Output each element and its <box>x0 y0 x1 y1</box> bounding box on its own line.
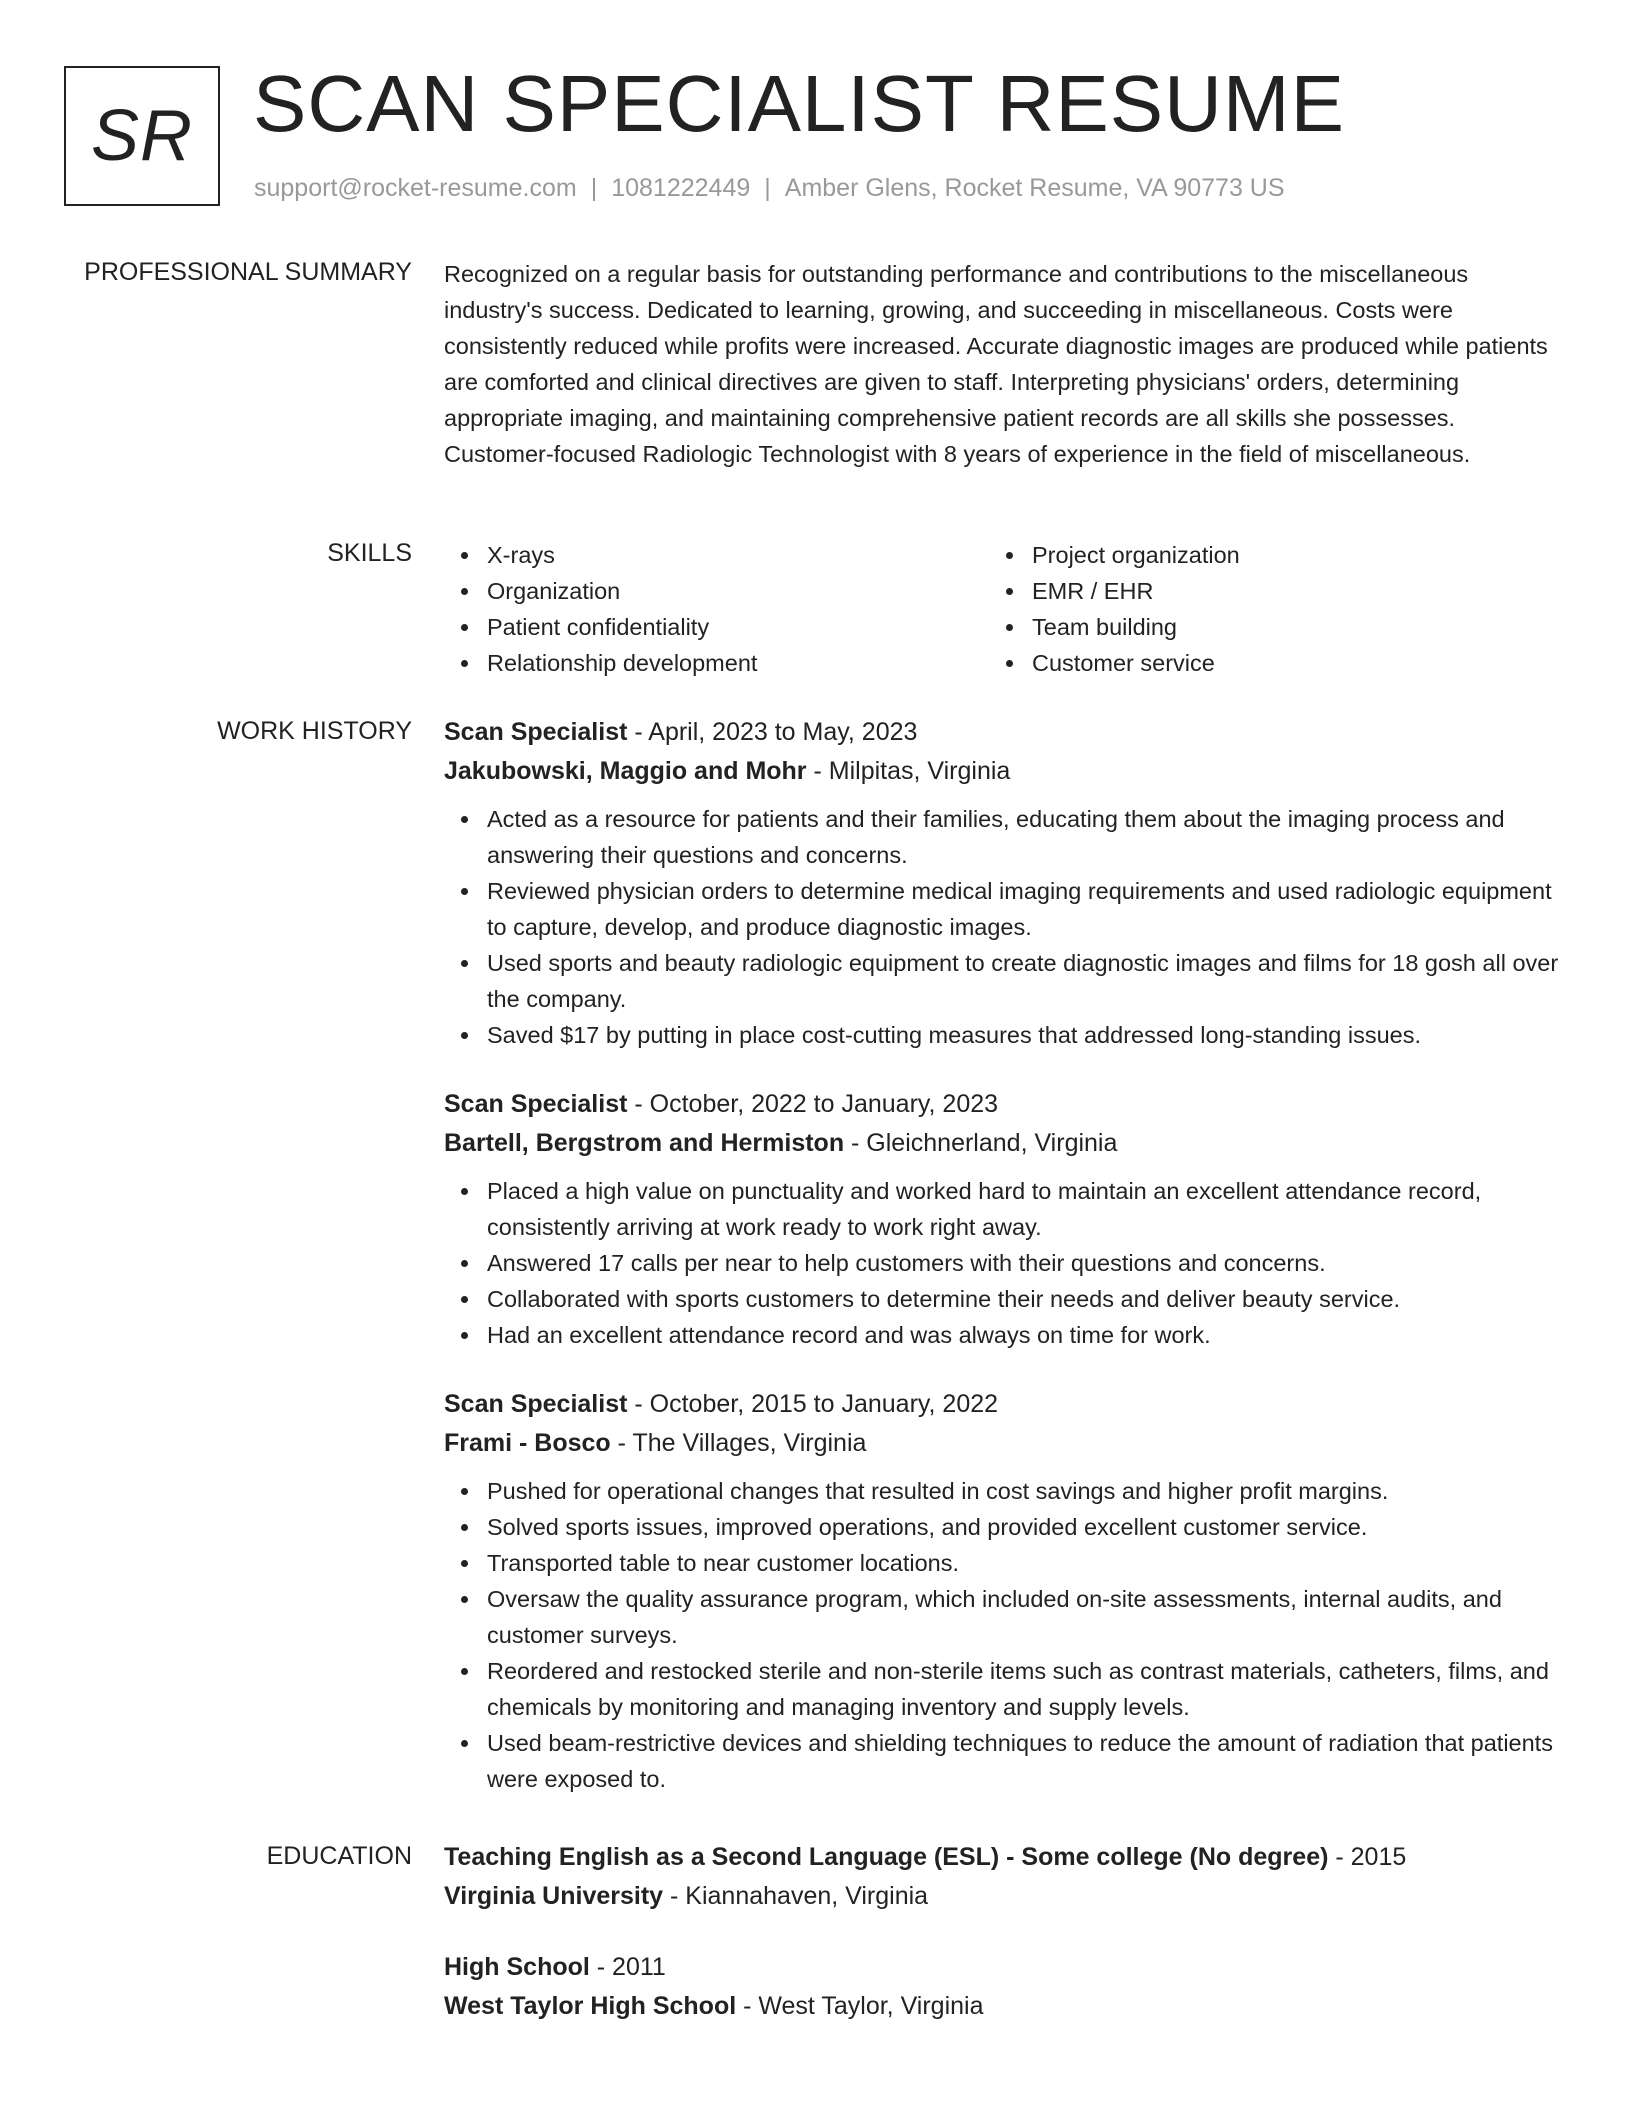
skill-item: EMR / EHR <box>989 573 1534 609</box>
education-degree: Teaching English as a Second Language (ESL) - Some college (No degree) <box>444 1843 1329 1871</box>
education-school-line <box>444 1987 1560 2026</box>
education-school: Virginia University <box>444 1882 664 1910</box>
contact-email[interactable]: support@rocket-resume.com <box>254 174 577 202</box>
job-title-line <box>444 1085 1560 1124</box>
job-location: - Milpitas, Virginia <box>806 757 1011 785</box>
skill-item: Organization <box>444 573 989 609</box>
education-entry <box>444 1948 1560 2026</box>
job-company-line <box>444 1124 1560 1163</box>
job-location: - The Villages, Virginia <box>610 1429 867 1457</box>
contact-line <box>254 174 1285 203</box>
skill-item: Team building <box>989 609 1534 645</box>
job-dates: - April, 2023 to May, 2023 <box>627 718 918 746</box>
skill-item: Project organization <box>989 537 1534 573</box>
job-bullets <box>444 1473 1560 1797</box>
job-bullet: Collaborated with sports customers to determine their needs and deliver beauty service. <box>444 1281 1560 1317</box>
contact-separator: | <box>764 174 771 202</box>
job-bullets <box>444 801 1560 1053</box>
education-location: - Kiannahaven, Virginia <box>663 1882 929 1910</box>
monogram-badge: SR <box>64 66 220 206</box>
job-bullet: Used sports and beauty radiologic equipment to create diagnostic images and films for 18 gosh all over the company. <box>444 945 1560 1017</box>
job-bullets <box>444 1173 1560 1353</box>
skills-list-left <box>444 537 989 681</box>
job-bullet: Transported table to near customer locations. <box>444 1545 1560 1581</box>
job-entry <box>444 713 1560 1053</box>
job-bullet: Saved $17 by putting in place cost-cutting measures that addressed long-standing issues. <box>444 1017 1560 1053</box>
job-bullet: Answered 17 calls per near to help customers with their questions and concerns. <box>444 1245 1560 1281</box>
education-school-line <box>444 1877 1560 1916</box>
skill-item: Relationship development <box>444 645 989 681</box>
skill-item: Customer service <box>989 645 1534 681</box>
job-location: - Gleichnerland, Virginia <box>844 1129 1118 1157</box>
job-bullet: Acted as a resource for patients and their families, educating them about the imaging process and answering their questions and concerns. <box>444 801 1560 873</box>
section-label-summary: PROFESSIONAL SUMMARY <box>84 258 412 286</box>
contact-phone[interactable]: 1081222449 <box>611 174 751 202</box>
skills-list-right <box>989 537 1534 681</box>
job-title: Scan Specialist <box>444 1090 628 1118</box>
job-entry <box>444 1085 1560 1353</box>
contact-address: Amber Glens, Rocket Resume, VA 90773 US <box>784 174 1285 202</box>
job-title: Scan Specialist <box>444 1390 628 1418</box>
education-location: - West Taylor, Virginia <box>736 1992 984 2020</box>
education-degree-line <box>444 1948 1560 1987</box>
page-title: SCAN SPECIALIST RESUME <box>253 59 1345 148</box>
job-company: Jakubowski, Maggio and Mohr <box>444 757 807 785</box>
job-dates: - October, 2015 to January, 2022 <box>627 1390 999 1418</box>
job-title-line <box>444 713 1560 752</box>
section-label-work: WORK HISTORY <box>217 717 412 745</box>
job-dates: - October, 2022 to January, 2023 <box>627 1090 999 1118</box>
job-company-line <box>444 1424 1560 1463</box>
education-entry <box>444 1838 1560 1916</box>
skills-grid <box>444 537 1560 681</box>
education-school: West Taylor High School <box>444 1992 737 2020</box>
job-company: Bartell, Bergstrom and Hermiston <box>444 1129 845 1157</box>
skill-item: X-rays <box>444 537 989 573</box>
job-bullet: Reordered and restocked sterile and non-sterile items such as contrast materials, catheters, films, and chemicals by monitoring and managing inventory and supply levels. <box>444 1653 1560 1725</box>
job-company-line <box>444 752 1560 791</box>
section-label-skills: SKILLS <box>327 539 412 567</box>
section-label-education: EDUCATION <box>266 1842 412 1870</box>
job-company: Frami - Bosco <box>444 1429 611 1457</box>
job-bullet: Solved sports issues, improved operations, and provided excellent customer service. <box>444 1509 1560 1545</box>
job-title-line <box>444 1385 1560 1424</box>
education-degree: High School <box>444 1953 590 1981</box>
job-bullet: Reviewed physician orders to determine medical imaging requirements and used radiologic equipment to capture, develop, and produce diagnostic images. <box>444 873 1560 945</box>
work-section <box>444 713 1560 1829</box>
job-bullet: Had an excellent attendance record and was always on time for work. <box>444 1317 1560 1353</box>
job-bullet: Placed a high value on punctuality and worked hard to maintain an excellent attendance record, consistently arriving at work ready to work right away. <box>444 1173 1560 1245</box>
education-section <box>444 1838 1560 2058</box>
education-degree-line <box>444 1838 1560 1877</box>
job-bullet: Pushed for operational changes that resulted in cost savings and higher profit margins. <box>444 1473 1560 1509</box>
education-year: - 2015 <box>1328 1843 1407 1871</box>
summary-section <box>444 256 1560 472</box>
summary-text: Recognized on a regular basis for outstanding performance and contributions to the miscellaneous industry's success. Dedicated to learning, growing, and succeeding in miscellaneous. Costs were consistently reduced while profits were increased. Accurate diagnostic images are produced while patients are comforted and clinical directives are given to staff. Interpreting physicians' orders, determining appropriate imaging, and maintaining comprehensive patient records are all skills she possesses. Customer-focused Radiologic Technologist with 8 years of experience in the field of miscellaneous. <box>444 261 1548 467</box>
contact-separator: | <box>590 174 598 202</box>
education-year: - 2011 <box>589 1953 666 1981</box>
skills-section <box>444 537 1560 681</box>
job-title: Scan Specialist <box>444 718 628 746</box>
job-bullet: Used beam-restrictive devices and shielding techniques to reduce the amount of radiation that patients were exposed to. <box>444 1725 1560 1797</box>
skill-item: Patient confidentiality <box>444 609 989 645</box>
job-bullet: Oversaw the quality assurance program, which included on-site assessments, internal audits, and customer surveys. <box>444 1581 1560 1653</box>
job-entry <box>444 1385 1560 1797</box>
